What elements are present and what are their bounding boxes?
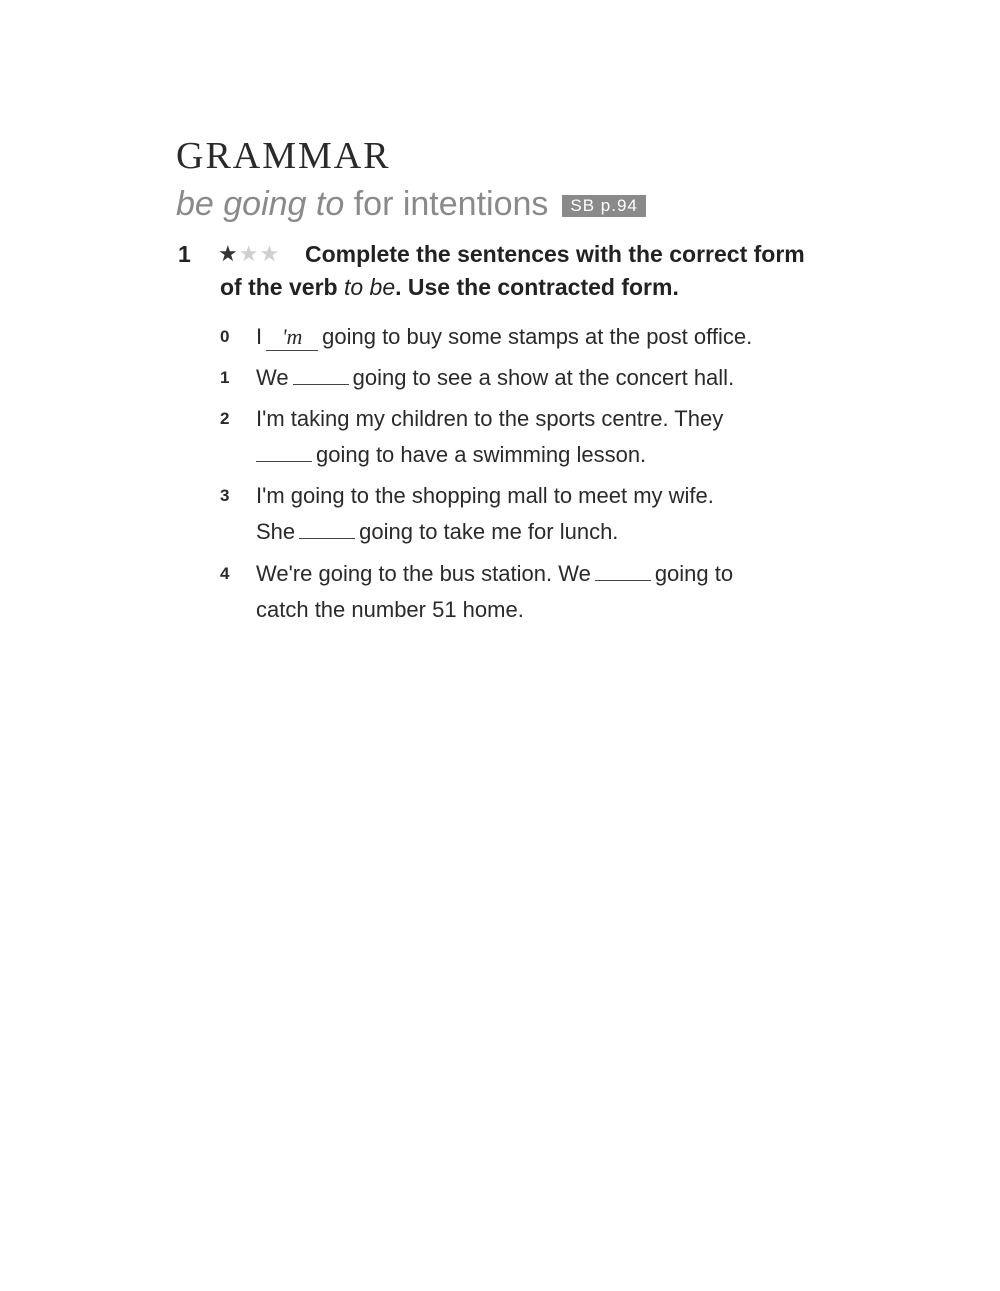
item-text bbox=[256, 556, 816, 628]
item-text bbox=[256, 401, 816, 473]
example-answer: 'm bbox=[266, 324, 318, 351]
instruction-text-end: . Use the contracted form. bbox=[395, 274, 679, 300]
item-text-line1: I'm taking my children to the sports centre. They bbox=[256, 406, 724, 431]
item-text bbox=[256, 360, 816, 396]
item-text-before: I bbox=[256, 324, 263, 349]
exercise-number: 1 bbox=[178, 241, 191, 267]
exercise-instruction bbox=[220, 238, 820, 304]
item-number: 2 bbox=[220, 409, 230, 428]
item-text-line2: catch the number 51 home. bbox=[256, 597, 524, 622]
item-text-after: going to see a show at the concert hall. bbox=[352, 365, 735, 390]
answer-blank[interactable] bbox=[595, 560, 651, 581]
instruction-italic: to be bbox=[343, 274, 396, 300]
item-text bbox=[256, 319, 816, 355]
item-number: 3 bbox=[220, 486, 230, 505]
student-book-reference-badge: SB p.94 bbox=[562, 195, 646, 217]
item-number: 4 bbox=[220, 564, 230, 583]
item-text-before: We bbox=[256, 365, 289, 390]
item-number: 1 bbox=[220, 368, 230, 387]
star-filled-icon: ★ bbox=[218, 241, 239, 266]
subheading-italic: be going to bbox=[176, 185, 345, 223]
item-number: 0 bbox=[220, 327, 230, 346]
answer-blank[interactable] bbox=[299, 518, 355, 539]
item-text-line1: I'm going to the shopping mall to meet my wife. bbox=[256, 483, 714, 508]
item-text-after: going to buy some stamps at the post office. bbox=[322, 324, 753, 349]
section-subheading bbox=[176, 183, 646, 225]
item-text-after: going to have a swimming lesson. bbox=[316, 442, 647, 467]
subheading-text: for intentions bbox=[344, 185, 549, 223]
star-empty-icon: ★ bbox=[238, 241, 260, 266]
item-text-after: going to take me for lunch. bbox=[359, 519, 619, 544]
item-text bbox=[256, 478, 816, 550]
instruction-text: Complete the sentences with the correct form of the verb bbox=[220, 241, 805, 300]
item-text-before: We're going to the bus station. We bbox=[256, 561, 591, 586]
star-empty-icon: ★ bbox=[259, 241, 281, 266]
item-text-before: She bbox=[256, 519, 296, 544]
item-text-after: going to bbox=[654, 561, 734, 586]
answer-blank[interactable] bbox=[293, 364, 349, 385]
answer-blank[interactable] bbox=[256, 441, 312, 462]
section-heading: GRAMMAR bbox=[176, 135, 391, 177]
